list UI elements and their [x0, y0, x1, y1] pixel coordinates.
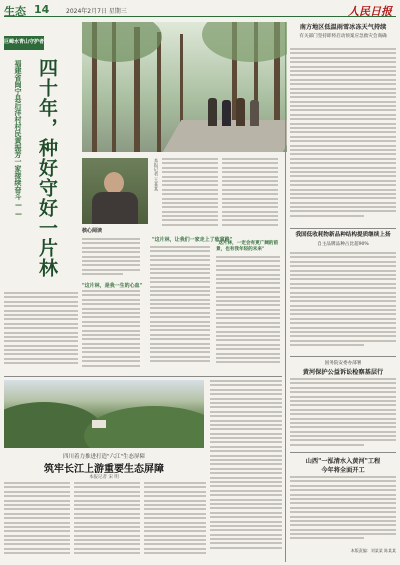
portrait-photo [82, 158, 148, 224]
newspaper-logo: 人民日报 [348, 5, 392, 18]
story4-subhead: 今年将全面开工 [321, 467, 365, 474]
lead-kicker: 福建省闽宁县后洋村村民黄振芳一家接续奋斗—— [14, 60, 24, 218]
bottom-body-col-2 [74, 482, 140, 562]
section-name: 生态 [4, 5, 26, 18]
editor-credit: 本版责编：刘某某 陈某某 [350, 548, 396, 553]
story3-body [290, 378, 396, 450]
bottom-body-col-1 [4, 482, 70, 562]
lead-body-col-4 [82, 290, 140, 374]
bottom-kicker: 四川着力推进打造"六江"生态屏障 [62, 454, 146, 460]
lead-photo-forest-road [82, 22, 287, 152]
badge-label: 巨嶂水青山守护者 [4, 39, 45, 46]
page-number: 14 [34, 3, 50, 16]
lead-body-col-2 [222, 158, 278, 230]
story2-body [290, 252, 396, 352]
bottom-body-col-3 [144, 482, 206, 562]
bottom-byline: 本报记者 宋 明 [89, 475, 119, 480]
lead-body-col-1 [162, 158, 218, 230]
story2-headline: 我国低收耗物新品种结构提质继续上扬 [295, 232, 391, 238]
landscape-photo [4, 380, 204, 448]
left-body-col [4, 292, 78, 372]
story1-subhead: 有关部门坚持即将启动预案应急救灾会商确 [299, 34, 387, 39]
story3-headline: 黄河保护公益诉讼检察基层行 [302, 369, 384, 376]
section-head-3: "这片林，一定会有更广阔的前景，也有我年轻的未来" [216, 241, 279, 252]
story1-body [290, 48, 396, 224]
bottom-body-col-4 [210, 380, 282, 562]
story4-body [290, 476, 396, 542]
story1-headline: 南方地区低温雨雪冰冻天气持续 [299, 24, 387, 31]
story4-headline: 山西"一泓清水入黄河"工程 [305, 458, 381, 465]
photo-caption: 核心阅读 [82, 228, 103, 234]
column-badge [4, 36, 44, 50]
lead-byline: 本报记者 王某某 [153, 158, 158, 191]
section-head-1: "这片林，是我一生的心血" [82, 283, 143, 289]
story2-subhead: 自主品牌品种占比超90% [317, 242, 369, 247]
lead-body-col-5 [150, 246, 210, 374]
issue-date: 2024年2月7日 星期三 [66, 8, 127, 15]
story3-kicker: 国务院安委办部署 [324, 361, 362, 366]
bottom-headline: 筑牢长江上游重要生态屏障 [44, 464, 164, 475]
lead-body-col-3 [82, 238, 140, 278]
masthead [4, 3, 396, 17]
lead-body-col-7 [216, 256, 280, 374]
lead-headline: 四十年，种好守好一片林 [36, 58, 58, 278]
section-head-2: "这片林，让我们一家走上了致富路" [152, 237, 233, 243]
